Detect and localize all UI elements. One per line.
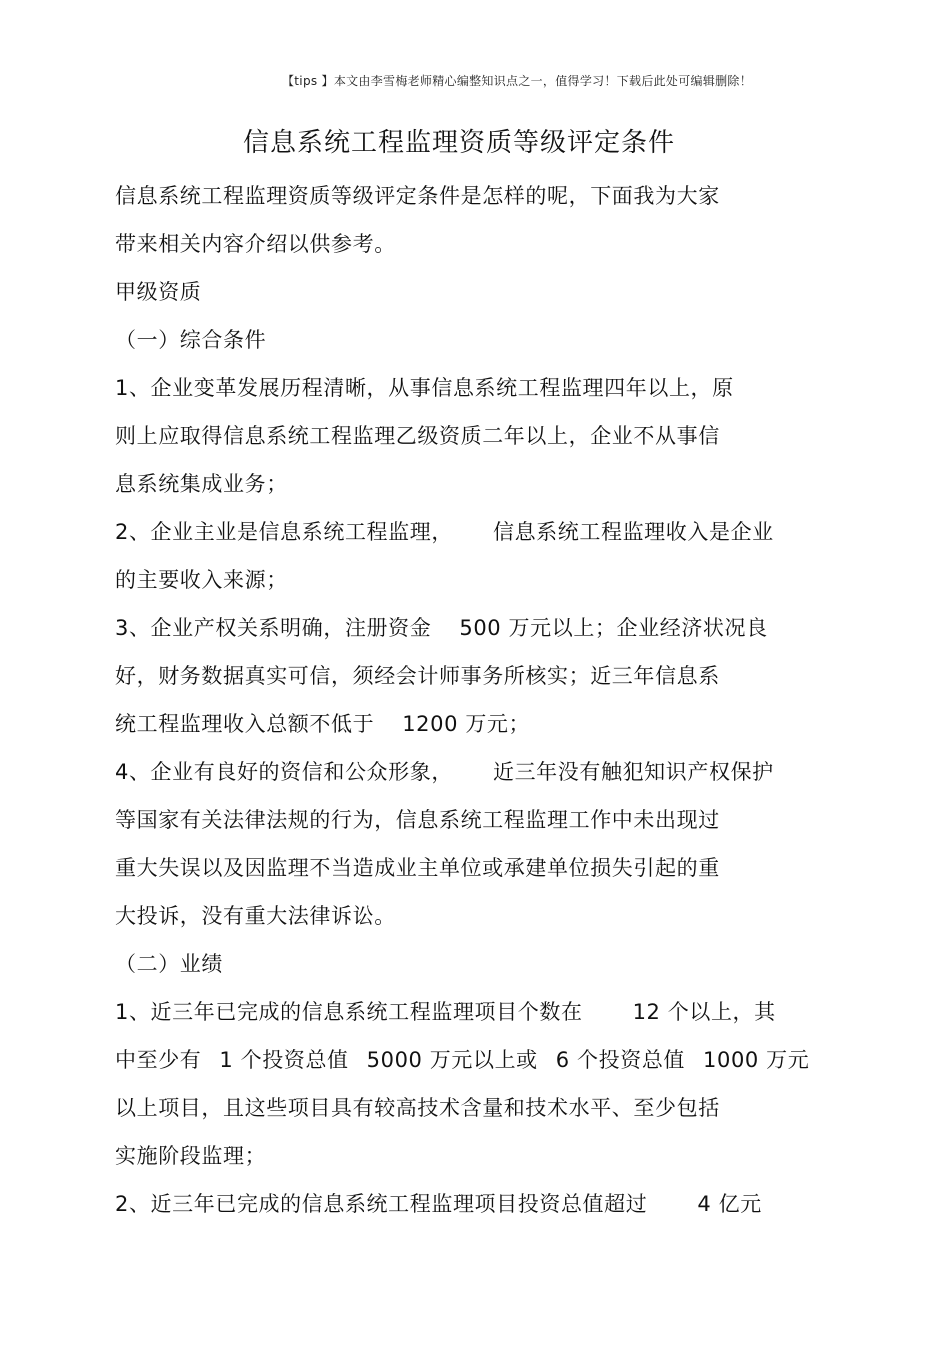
text-segment: 2、近三年已完成的信息系统工程监理项目投资总值超过 <box>115 1192 648 1216</box>
paragraph-line <box>115 608 835 656</box>
document-title: 信息系统工程监理资质等级评定条件 <box>242 128 675 158</box>
text-segment: 近三年没有触犯知识产权保护 <box>492 760 774 784</box>
paragraph-line <box>115 1040 835 1088</box>
paragraph-line <box>115 992 835 1040</box>
text-segment: 中至少有 <box>115 1048 202 1072</box>
paragraph-line: 大投诉，没有重大法律诉讼。 <box>115 904 396 928</box>
text-segment: 信息系统工程监理收入是企业 <box>492 520 774 544</box>
text-segment: 4、企业有良好的资信和公众形象， <box>115 760 453 784</box>
paragraph-line: 1、企业变革发展历程清晰，从事信息系统工程监理四年以上，原 <box>115 376 734 400</box>
text-segment: 2、企业主业是信息系统工程监理， <box>115 520 453 544</box>
paragraph-line: 好，财务数据真实可信，须经会计师事务所核实；近三年信息系 <box>115 664 720 688</box>
text-segment: 4 亿元 <box>697 1192 762 1216</box>
paragraph-line: 等国家有关法律法规的行为，信息系统工程监理工作中未出现过 <box>115 808 720 832</box>
text-segment: 1200 万元； <box>402 712 531 736</box>
text-segment: 1 个投资总值 <box>219 1048 349 1072</box>
paragraph-line: 以上项目，且这些项目具有较高技术含量和技术水平、至少包括 <box>115 1096 720 1120</box>
paragraph-line <box>115 1184 835 1232</box>
paragraph-line: 带来相关内容介绍以供参考。 <box>115 232 396 256</box>
paragraph-line <box>115 512 835 560</box>
text-segment: 3、企业产权关系明确，注册资金 <box>115 616 432 640</box>
subsection-heading-general: （一）综合条件 <box>115 328 267 352</box>
paragraph-line <box>115 752 835 800</box>
paragraph-line <box>115 704 835 752</box>
document-body <box>115 176 835 1232</box>
text-segment: 5000 万元以上或 <box>366 1048 538 1072</box>
paragraph-line: 信息系统工程监理资质等级评定条件是怎样的呢，下面我为大家 <box>115 184 720 208</box>
text-segment: 1、近三年已完成的信息系统工程监理项目个数在 <box>115 1000 583 1024</box>
text-segment: 12 个以上，其 <box>632 1000 776 1024</box>
subsection-heading-performance: （二）业绩 <box>115 952 223 976</box>
paragraph-line: 则上应取得信息系统工程监理乙级资质二年以上，企业不从事信 <box>115 424 720 448</box>
paragraph-line: 息系统集成业务； <box>115 472 288 496</box>
paragraph-line: 的主要收入来源； <box>115 568 288 592</box>
text-segment: 500 万元以上；企业经济状况良 <box>459 616 768 640</box>
text-segment: 1000 万元 <box>703 1048 810 1072</box>
header-tips: 【tips 】本文由李雪梅老师精心编整知识点之一，值得学习！下载后此处可编辑删除！ <box>282 74 753 88</box>
text-segment: 6 个投资总值 <box>555 1048 686 1072</box>
paragraph-line: 实施阶段监理； <box>115 1144 267 1168</box>
text-segment: 统工程监理收入总额不低于 <box>115 712 375 736</box>
paragraph-line: 重大失误以及因监理不当造成业主单位或承建单位损失引起的重 <box>115 856 720 880</box>
section-heading-grade-a: 甲级资质 <box>115 280 202 304</box>
